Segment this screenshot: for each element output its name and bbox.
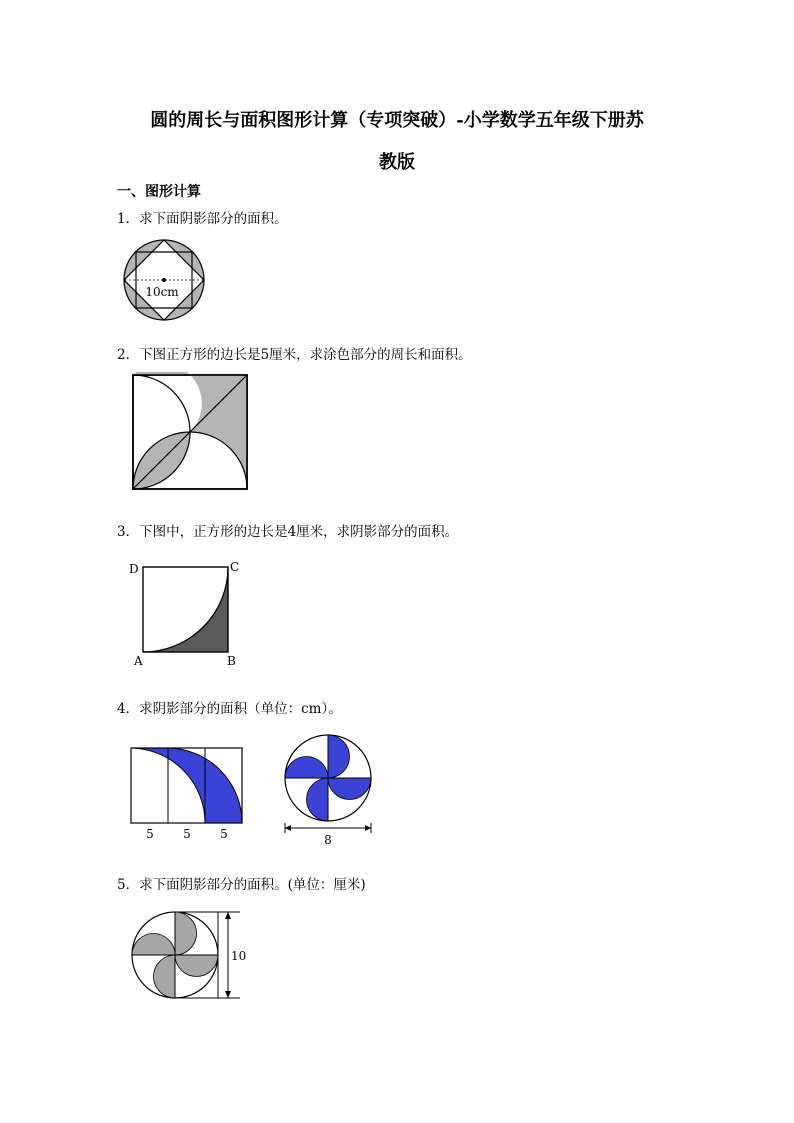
fig3-label-b: B bbox=[227, 654, 236, 668]
page-title-line1: 圆的周长与面积图形计算（专项突破）-小学数学五年级下册苏 bbox=[150, 110, 644, 131]
page-title-line2: 教版 bbox=[379, 152, 415, 173]
question-4-text: 4．求阴影部分的面积（单位：cm）。 bbox=[117, 701, 342, 717]
fig4-label-d: 8 bbox=[324, 833, 332, 847]
section-heading: 一、图形计算 bbox=[117, 184, 201, 200]
figure-2 bbox=[130, 372, 252, 494]
fig3-label-d: D bbox=[129, 562, 139, 576]
question-3-text: 3．下图中，正方形的边长是4厘米，求阴影部分的面积。 bbox=[117, 524, 459, 540]
question-1-text: 1．求下面阴影部分的面积。 bbox=[117, 211, 288, 227]
fig4-label-a: 5 bbox=[146, 827, 154, 841]
question-5-text: 5．求下面阴影部分的面积。(单位：厘米) bbox=[117, 877, 366, 893]
figure-3 bbox=[125, 558, 245, 670]
fig5-label: 10 bbox=[231, 949, 247, 963]
fig4-label-b: 5 bbox=[183, 827, 191, 841]
fig4-label-c: 5 bbox=[220, 827, 228, 841]
fig3-label-a: A bbox=[134, 654, 143, 668]
fig3-label-c: C bbox=[230, 560, 240, 574]
figure-4b bbox=[280, 734, 380, 848]
question-2-text: 2．下图正方形的边长是5厘米，求涂色部分的周长和面积。 bbox=[117, 347, 472, 363]
figure-4a bbox=[125, 742, 250, 844]
fig1-label: 10cm bbox=[145, 285, 179, 299]
fig1-center bbox=[162, 278, 166, 282]
figure-1 bbox=[120, 236, 210, 326]
figure-5 bbox=[128, 908, 260, 1004]
